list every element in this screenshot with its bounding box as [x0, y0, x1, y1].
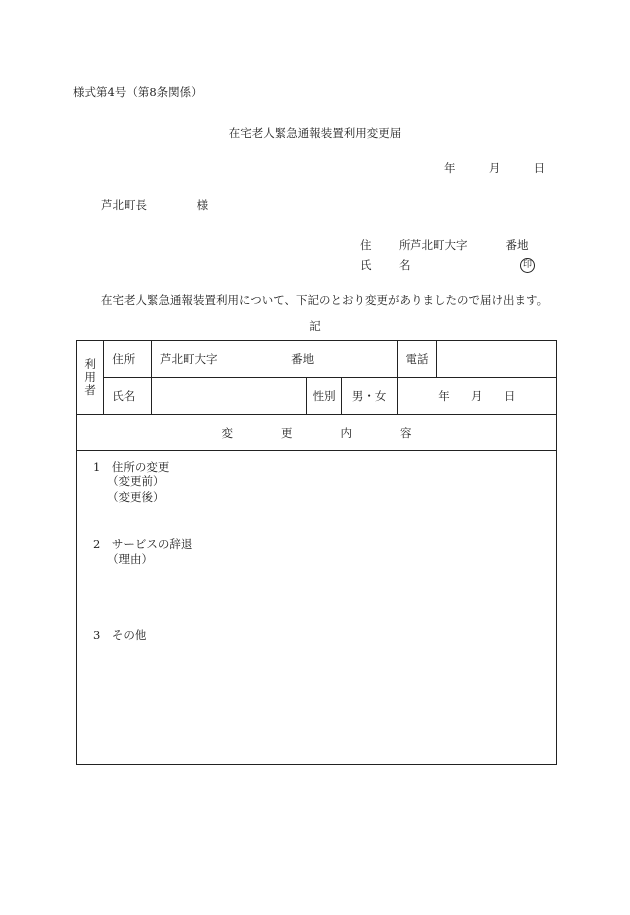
change-body — [77, 451, 557, 765]
birth-date — [397, 378, 556, 415]
phone-field — [436, 341, 556, 378]
applicant-name-row — [360, 255, 535, 275]
change-header: 変 更 内 容 — [77, 415, 557, 451]
name-label: 氏名 — [104, 378, 152, 415]
address-cell — [151, 341, 397, 378]
address-value: 芦北町大字 — [159, 352, 218, 366]
birth-day: 日 — [503, 389, 516, 403]
seal-mark: 印 — [520, 258, 535, 273]
applicant-address-suffix: 番地 — [505, 238, 529, 252]
birth-year: 年 — [438, 389, 450, 403]
submission-date — [444, 160, 545, 176]
date-day: 日 — [533, 161, 546, 175]
date-month: 月 — [488, 161, 501, 175]
ki-heading: 記 — [309, 319, 321, 333]
applicant-block — [360, 235, 535, 275]
applicant-address-value: 芦北町大字 — [410, 238, 468, 252]
change-form-table — [76, 340, 557, 765]
address-label: 住所 — [104, 341, 152, 378]
phone-label: 電話 — [397, 341, 436, 378]
addressee — [101, 197, 208, 213]
address-row — [77, 341, 557, 378]
item-2: 2 サービスの辞退 — [93, 537, 193, 551]
addressee-name: 芦北町長 — [101, 198, 147, 212]
applicant-address-row — [360, 235, 535, 255]
change-body-row — [77, 451, 557, 765]
change-header-row — [77, 415, 557, 451]
name-row — [77, 378, 557, 415]
addressee-honorific: 様 — [196, 198, 209, 212]
applicant-name-label: 氏 名 — [360, 258, 419, 272]
address-suffix: 番地 — [291, 352, 315, 366]
user-label: 利 用 者 — [77, 341, 104, 415]
sex-label: 性別 — [307, 378, 341, 415]
name-field — [151, 378, 307, 415]
item-1: 1 住所の変更 — [93, 460, 170, 474]
applicant-address-label: 住 所 — [360, 238, 419, 252]
form-number: 様式第4号（第8条関係） — [73, 85, 203, 99]
sex-value: 男・女 — [341, 378, 397, 415]
item-1-before: （変更前） — [107, 474, 165, 488]
date-year: 年 — [444, 161, 456, 175]
item-3: 3 その他 — [93, 628, 147, 642]
statement: 在宅老人緊急通報装置利用について、下記のとおり変更がありましたので届け出ます。 — [101, 293, 549, 307]
item-2-reason: （理由） — [107, 552, 153, 566]
item-1-after: （変更後） — [107, 490, 165, 504]
document-title: 在宅老人緊急通報装置利用変更届 — [228, 126, 402, 140]
birth-month: 月 — [471, 389, 483, 403]
